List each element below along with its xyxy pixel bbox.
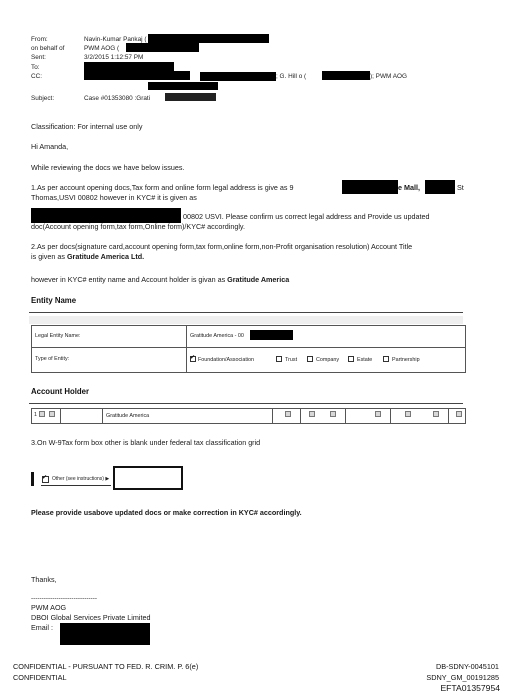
footer-confidential-line1: CONFIDENTIAL - PURSUANT TO FED. R. CRIM. P. 6(e): [13, 662, 199, 671]
issue1-line1-bold: e Mall,: [398, 183, 420, 192]
redaction-block: [31, 208, 181, 223]
col-divider: [102, 408, 103, 423]
signature-company: DBOI Global Services Private Limited: [31, 613, 151, 622]
row-checkbox[interactable]: [309, 411, 315, 417]
from-value: Navin-Kumar Pankaj (: [84, 36, 147, 43]
kyc-line: [31, 275, 289, 285]
footer-doc-id-2: SDNY_GM_00191285: [426, 673, 499, 682]
sent-value: 3/2/2015 1:12:57 PM: [84, 54, 144, 61]
row-checkbox[interactable]: [330, 411, 336, 417]
row-index: 1: [34, 412, 37, 418]
issue1-line2: Thomas,USVI 00802 however in KYC# it is given as: [31, 193, 197, 202]
entity-table-grid: [31, 325, 466, 373]
cc-label: CC:: [31, 73, 43, 80]
redaction-block: [250, 330, 293, 340]
subject-label: Subject:: [31, 95, 55, 102]
cc-value-mid: ; G. Hill o (: [276, 73, 307, 80]
table-row-divider: [31, 347, 465, 348]
col-divider: [390, 408, 391, 423]
signature-team: PWM AOG: [31, 603, 67, 612]
footer-doc-id-1: DB-SDNY-0045101: [435, 662, 499, 671]
col-divider: [60, 408, 61, 423]
row-checkbox[interactable]: [433, 411, 439, 417]
option-foundation: Foundation/Association: [198, 357, 255, 363]
issue1-line3: 00802 USVI. Please confirm us correct legal address and Provide us updated: [183, 212, 430, 221]
other-checkbox[interactable]: [42, 476, 49, 483]
option-trust: Trust: [285, 357, 298, 363]
account-holder-grid: [31, 408, 466, 424]
kyc-line-text: however in KYC# entity name and Account holder is givan as: [31, 275, 228, 284]
issue2-line1: 2.As per docs(signature card,account opening form,tax form,online form,non-Profit organisation resolution) Account Title: [31, 242, 413, 251]
table-header-band: [29, 316, 463, 324]
w9-underline: [41, 485, 111, 486]
signature-separator: -------------------------------: [31, 595, 97, 602]
issue1-line4: doc(Account opening form,tax form,Online form)/KYC# accordingly.: [31, 222, 245, 231]
issue1-line1: 1.As per account opening docs,Tax form and online form legal address is give as 9: [31, 183, 294, 192]
on-behalf-label: on behalf of: [31, 45, 65, 52]
trust-checkbox[interactable]: [276, 356, 282, 362]
row-checkbox[interactable]: [456, 411, 462, 417]
redaction-block: [84, 62, 174, 71]
redaction-block: [200, 72, 276, 81]
table-col-divider: [186, 325, 187, 372]
table-border: [29, 312, 463, 313]
on-behalf-value: PWM AOG (: [84, 45, 120, 52]
redaction-block: [148, 82, 218, 90]
col-divider: [448, 408, 449, 423]
w9-snippet-bar: [31, 472, 34, 486]
redaction-block: [165, 93, 216, 101]
cc-value-end: ); PWM AOG: [370, 73, 407, 80]
thanks-text: Thanks,: [31, 575, 57, 584]
estate-checkbox[interactable]: [348, 356, 354, 362]
redaction-block: [148, 34, 269, 43]
bates-number: EFTA01357954: [440, 683, 500, 693]
kyc-entity-name: Gratitude America: [227, 275, 290, 284]
redaction-block: [84, 71, 190, 80]
account-holder-name: Gratitude America: [106, 413, 150, 419]
legal-name-value: Gratitude America - 00: [190, 333, 244, 339]
option-partnership: Partnership: [392, 357, 420, 363]
intro-text: While reviewing the docs we have below issues.: [31, 163, 185, 172]
to-label: To:: [31, 64, 40, 71]
greeting-text: Hi Amanda,: [31, 142, 69, 151]
redaction-block: [342, 180, 398, 194]
legal-name-label: Legal Entity Name:: [35, 333, 81, 339]
row-checkbox[interactable]: [375, 411, 381, 417]
option-estate: Estate: [357, 357, 373, 363]
classification-text: Classification: For internal use only: [31, 122, 143, 131]
closing-request: Please provide usabove updated docs or make correction in KYC# accordingly.: [31, 508, 302, 517]
foundation-checkbox[interactable]: [190, 356, 196, 362]
issue1-line1-end: St: [457, 183, 464, 192]
row-checkbox[interactable]: [285, 411, 291, 417]
table-border: [29, 403, 463, 404]
row-checkbox[interactable]: [49, 411, 55, 417]
issue3-text: 3.On W-9Tax form box other is blank under federal tax classification grid: [31, 438, 261, 447]
col-divider: [272, 408, 273, 423]
redaction-block: [322, 71, 370, 80]
w9-blank-box: [113, 466, 183, 490]
from-label: From:: [31, 36, 48, 43]
redaction-block: [126, 43, 199, 52]
entity-name-title: Entity Name: [31, 296, 77, 305]
sent-label: Sent:: [31, 54, 46, 61]
row-checkbox[interactable]: [39, 411, 45, 417]
issue2-account-title: Gratitude America Ltd.: [66, 252, 145, 261]
subject-value: Case #01353080 :Grati: [84, 95, 151, 102]
issue2-line2: [31, 252, 144, 262]
option-company: Company: [316, 357, 340, 363]
w9-other-label: Other (see instructions) ▶: [52, 476, 110, 482]
issue2-line2-text: is given as: [31, 252, 67, 261]
redaction-block: [60, 623, 150, 645]
col-divider: [345, 408, 346, 423]
partnership-checkbox[interactable]: [383, 356, 389, 362]
col-divider: [300, 408, 301, 423]
signature-email-label: Email :: [31, 623, 53, 632]
company-checkbox[interactable]: [307, 356, 313, 362]
footer-confidential-line2: CONFIDENTIAL: [13, 673, 67, 682]
entity-type-label: Type of Entity:: [35, 356, 70, 362]
account-holder-title: Account Holder: [31, 387, 90, 396]
row-checkbox[interactable]: [405, 411, 411, 417]
redaction-block: [425, 180, 455, 194]
